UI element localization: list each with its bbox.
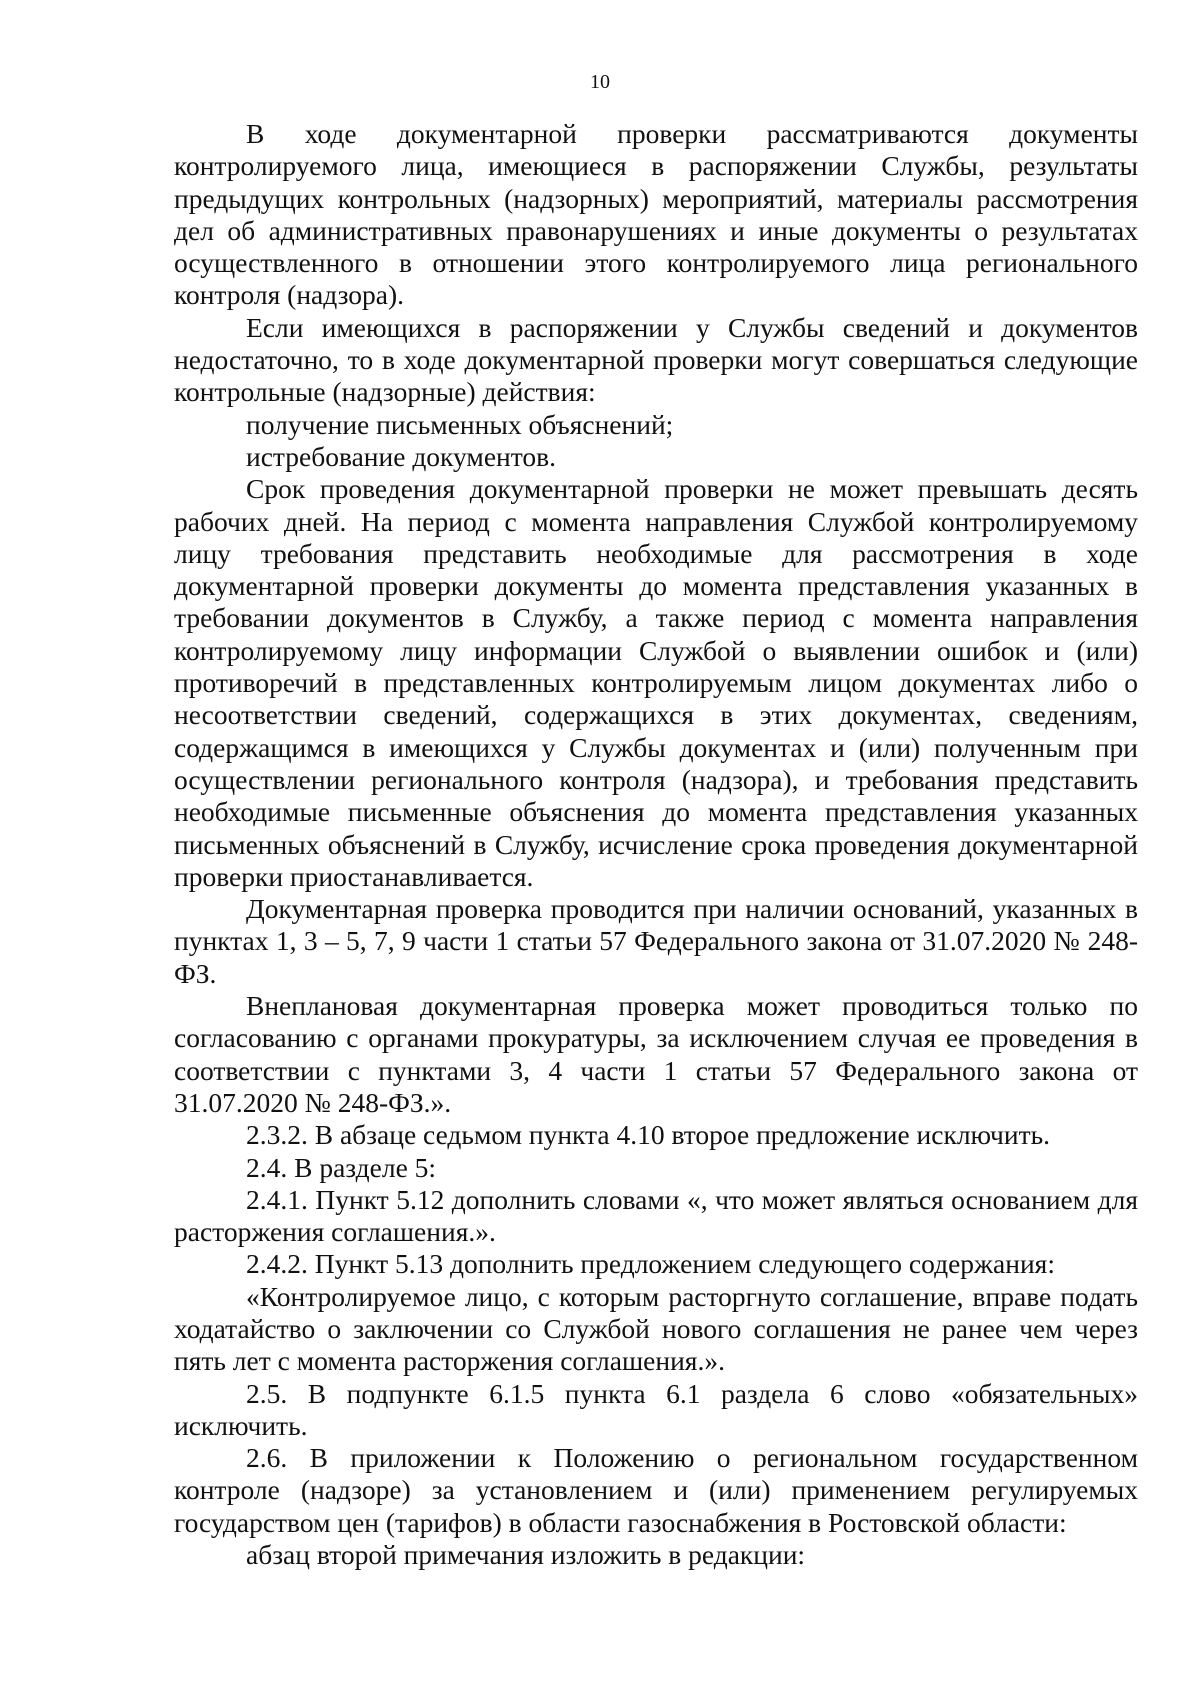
paragraph-2-3-2: 2.3.2. В абзаце седьмом пункта 4.10 второе предложение исключить. [246,1119,1051,1151]
paragraph-unscheduled-check: Внеплановая документарная проверка может проводиться только по согласованию с органами прокуратуры, за исключением случая ее проведения в соответствии с пунктами 3, 4 части 1 статьи 57 Федерального закона от 31.07.2020 № 248-ФЗ.». [174,990,1138,1118]
paragraph-2-4-2: 2.4.2. Пункт 5.13 дополнить предложением следующего содержания: [246,1248,1055,1280]
paragraph-check-duration: Срок проведения документарной проверки не может превышать десять рабочих дней. На период с момента направления Службой контролируемому лицу требования представить необходимые для рассмотрения в ходе документарной проверки документы до момента представления указанных в требовании документов в Службу, а также период с момента направления контролируемому лицу информации Службой о выявлении ошибок и (или) противоречий в представленных контролируемым лицом документах либо о несоответствии сведений, содержащихся в этих документах, сведениям, содержащимся в имеющихся у Службы документах и (или) полученным при осуществлении регионального контроля (надзора), и требования представить необходимые письменные объяснения до момента представления указанных письменных объяснений в Службу, исчисление срока проведения документарной проверки приостанавливается. [174,473,1138,892]
page-number: 10 [590,71,610,93]
document-body [174,118,1138,1571]
paragraph-2-5: 2.5. В подпункте 6.1.5 пункта 6.1 раздела 6 слово «обязательных» исключить. [174,1377,1138,1441]
list-item-documents-request: истребование документов. [246,440,557,472]
paragraph-2-6: 2.6. В приложении к Положению о региональном государственном контроле (надзоре) за установлением и (или) применением регулируемых государством цен (тарифов) в области газоснабжения в Ростовской области: [174,1442,1138,1538]
paragraph-documentary-check-scope: В ходе документарной проверки рассматриваются документы контролируемого лица, имеющиеся в распоряжении Службы, результаты предыдущих контрольных (надзорных) мероприятий, материалы рассмотрения дел об административных правонарушениях и иные документы о результатах осуществленного в отношении этого контролируемого лица регионального контроля (надзора). [174,118,1138,311]
paragraph-quoted-addition: «Контролируемое лицо, с которым расторгнуто соглашение, вправе подать ходатайство о заключении со Службой нового соглашения не ранее чем через пять лет с момента расторжения соглашения.». [174,1280,1138,1377]
paragraph-2-4: 2.4. В разделе 5: [246,1151,437,1183]
paragraph-2-4-1: 2.4.1. Пункт 5.12 дополнить словами «, что может являться основанием для расторжения соглашения.». [174,1183,1138,1248]
paragraph-insufficient-info: Если имеющихся в распоряжении у Службы сведений и документов недостаточно, то в ходе документарной проверки могут совершаться следующие контрольные (надзорные) действия: [174,311,1138,408]
paragraph-check-grounds: Документарная проверка проводится при наличии оснований, указанных в пунктах 1, 3 – 5, 7, 9 части 1 статьи 57 Федерального закона от 31.07.2020 № 248-ФЗ. [174,893,1138,989]
paragraph-note-revision: абзац второй примечания изложить в редакции: [246,1539,806,1571]
list-item-explanations: получение письменных объяснений; [246,408,674,440]
